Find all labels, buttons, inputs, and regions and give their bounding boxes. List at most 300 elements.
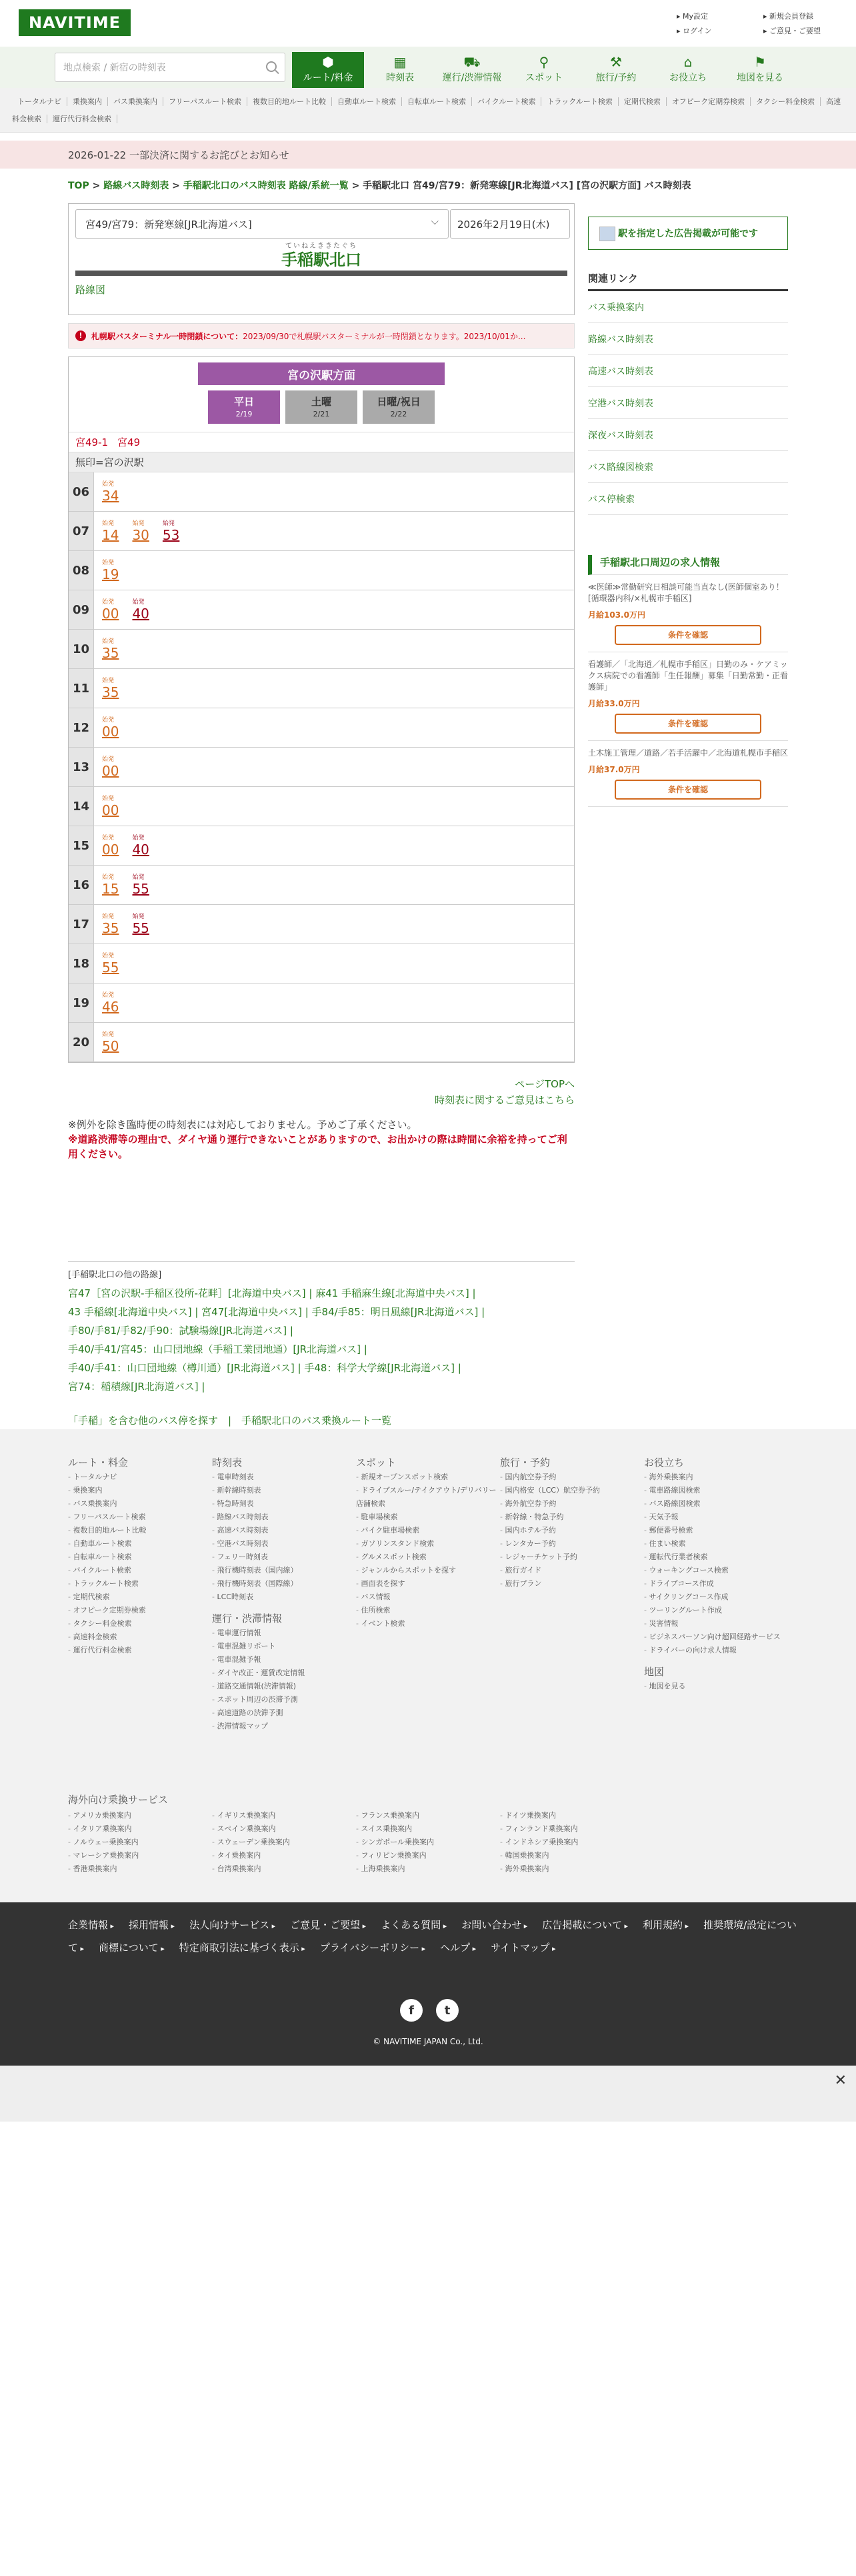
hour-cell: 14: [69, 787, 94, 826]
date-input[interactable]: 2026年2月19日(木): [450, 209, 570, 239]
footer-col-title: 旅行・予約: [500, 1457, 551, 1469]
subnav-item[interactable]: バイクルート検索: [472, 97, 541, 106]
overseas-link[interactable]: - 韓国乗換案内: [500, 1849, 644, 1862]
overseas-link[interactable]: - 台湾乗換案内: [212, 1862, 356, 1876]
hour-cell: 08: [69, 551, 94, 590]
opinion-link[interactable]: 時刻表に関するご意見はこちら: [434, 1094, 575, 1106]
timetable: [68, 356, 575, 1063]
job-title[interactable]: ≪医師≫常勤研究日相談可能当直なし(医師個室あり！[循環器内科/×札幌市手稲区]: [588, 582, 784, 603]
my-settings-link[interactable]: ▸ My設定: [677, 9, 711, 24]
departure-kind: 始発: [102, 520, 115, 527]
departure-minute[interactable]: 35: [102, 644, 119, 661]
departure-kind: 始発: [132, 913, 145, 920]
day-date: 2/19: [235, 410, 253, 418]
subnav-item[interactable]: 乗換案内: [67, 97, 108, 106]
departure-minute[interactable]: 53: [162, 526, 180, 543]
departure[interactable]: [102, 836, 119, 856]
header-links-left: [677, 9, 711, 39]
timetable-row: [69, 905, 574, 944]
footer-link[interactable]: - 旅行プラン: [500, 1577, 644, 1591]
nav-label: 旅行/予約: [595, 73, 637, 83]
minutes-cell: [94, 787, 119, 826]
footer-bottom-link[interactable]: 企業情報 ▸: [68, 1919, 114, 1931]
breadcrumb-station-routes[interactable]: 手稲駅北口のバス時刻表 路線/系統一覧: [183, 181, 349, 191]
search-placeholder: 地点検索 / 新宿の時刻表: [63, 63, 166, 73]
minutes-cell: [94, 1023, 119, 1061]
footer-link[interactable]: - 新幹線時刻表: [212, 1484, 356, 1497]
divider: [75, 271, 567, 276]
breadcrumb: TOP > 路線バス時刻表 > 手稲駅北口のバス時刻表 路線/系統一覧 > 手稲駅北口 宮49/宮79：新発寒線[JR北海道バス] [宮の沢駅方面] バス時刻表: [68, 181, 691, 191]
timetable-rows: [69, 472, 574, 1062]
overseas-link[interactable]: - 上海乗換案内: [356, 1862, 500, 1876]
footer-link[interactable]: - 特急時刻表: [212, 1497, 356, 1511]
day-tab-2[interactable]: 日曜/祝日 2/22: [363, 390, 435, 424]
station-box: [68, 203, 575, 315]
overseas-link[interactable]: - スウェーデン乗換案内: [212, 1836, 356, 1849]
departure[interactable]: [102, 914, 119, 935]
overseas-link[interactable]: - ドイツ乗換案内: [500, 1809, 644, 1822]
breadcrumb-bus-timetable[interactable]: 路線バス時刻表: [103, 181, 169, 191]
departure-minute[interactable]: 35: [102, 920, 119, 936]
departure-minute[interactable]: 35: [102, 684, 119, 700]
departure-kind: 始発: [132, 598, 145, 606]
departure[interactable]: [102, 993, 119, 1013]
subnav-item[interactable]: 運行代行料金検索: [47, 115, 117, 123]
footer-column: [212, 1456, 356, 1733]
header-links-right: [763, 9, 821, 39]
footer-link[interactable]: - 新規オープンスポット検索: [356, 1471, 500, 1484]
other-route-link[interactable]: 手80/手81/手82/手90：試験場線[JR北海道バス] |: [68, 1325, 293, 1337]
nav-label: 運行/渋滞情報: [442, 73, 502, 83]
overseas-link[interactable]: - イギリス乗換案内: [212, 1809, 356, 1822]
footer-link[interactable]: - LCC時刻表: [212, 1591, 356, 1604]
minutes-cell: [94, 472, 119, 511]
job-title[interactable]: 土木施工管理／道路／若手活躍中／北海道札幌市手稲区: [588, 748, 789, 758]
hour-cell: 11: [69, 669, 94, 708]
departure-kind: 始発: [102, 638, 115, 645]
departure[interactable]: [102, 521, 119, 542]
footer-link[interactable]: - トータルナビ: [68, 1471, 212, 1484]
nav-icon: ⚲: [539, 54, 549, 70]
footer-link[interactable]: - 災害情報: [644, 1617, 788, 1630]
minutes-cell: [94, 866, 149, 904]
overseas-link[interactable]: - ノルウェー乗換案内: [68, 1836, 212, 1849]
subnav-item[interactable]: バス乗換案内: [108, 97, 163, 106]
overseas-link[interactable]: - フィンランド乗換案内: [500, 1822, 644, 1836]
other-route-link[interactable]: 43 手稲線[北海道中央バス] | 宮47[北海道中央バス] | 手84/手85：明日風線[JR北海道バス] |: [68, 1306, 485, 1318]
departure-minute[interactable]: 00: [102, 762, 119, 779]
overseas-section: [68, 1792, 788, 1876]
footer-bottom-link[interactable]: プライバシーポリシー ▸: [320, 1942, 425, 1954]
search-input[interactable]: [55, 53, 285, 82]
copyright: © NAVITIME JAPAN Co., Ltd.: [373, 2037, 483, 2046]
footer-link[interactable]: - 国内ホテル予約: [500, 1524, 644, 1537]
footer-link[interactable]: - バイクルート検索: [68, 1564, 212, 1577]
overseas-link[interactable]: - マレーシア乗換案内: [68, 1849, 212, 1862]
footer-link[interactable]: - 国内格安（LCC）航空券予約: [500, 1484, 644, 1497]
footer-link[interactable]: - フリーパスルート検索: [68, 1511, 212, 1524]
footer-bottom-link[interactable]: 商標について ▸: [99, 1942, 165, 1954]
overseas-link[interactable]: - スペイン乗換案内: [212, 1822, 356, 1836]
footer-bottom-link[interactable]: よくある質問 ▸: [381, 1919, 447, 1931]
overseas-link[interactable]: - タイ乗換案内: [212, 1849, 356, 1862]
footer-link[interactable]: - 運行代行料金検索: [68, 1644, 212, 1657]
departure-kind: 始発: [132, 834, 145, 842]
nav-item-3[interactable]: [508, 52, 580, 88]
job-salary: 月給37.0万円: [588, 765, 640, 774]
warning-text: 2023/09/30で札幌駅バスターミナルが一時閉鎖となります。2023/10/01か...: [243, 331, 526, 341]
day-date: 2/22: [390, 410, 407, 418]
footer-link[interactable]: - オフピーク定期券検索: [68, 1604, 212, 1617]
footer-link[interactable]: - 海外乗換案内: [644, 1471, 788, 1484]
footer-link[interactable]: - 電車路線図検索: [644, 1484, 788, 1497]
footer-link[interactable]: - ドライブスルー/テイクアウト/デリバリー店舗検索: [356, 1484, 500, 1511]
station-name: 手稲駅北口: [281, 251, 361, 269]
departure-minute[interactable]: 55: [132, 920, 149, 936]
footer-link[interactable]: - 渋滞情報マップ: [212, 1720, 356, 1733]
job-item: [588, 575, 788, 652]
other-route-link[interactable]: 手40/手41：山口団地線（樽川通）[JR北海道バス] | 手48：科学大学線[JR北海道バス] |: [68, 1362, 461, 1374]
departure[interactable]: [102, 875, 119, 896]
departure[interactable]: [102, 796, 119, 817]
footer-bottom-link[interactable]: 推奨環境/設定について ▸: [68, 1919, 797, 1954]
register-link[interactable]: ▸ 新規会員登録: [763, 9, 821, 24]
footer-link[interactable]: - バイク駐車場検索: [356, 1524, 500, 1537]
footer-link[interactable]: - 電車混雑予報: [212, 1653, 356, 1666]
overseas-link[interactable]: - フランス乗換案内: [356, 1809, 500, 1822]
hour-cell: 15: [69, 826, 94, 865]
departure-minute[interactable]: 40: [132, 841, 149, 858]
day-tabs: [69, 390, 574, 424]
search-icon[interactable]: [266, 61, 277, 72]
departure-kind: 始発: [102, 716, 115, 724]
footer-link[interactable]: - バス乗換案内: [68, 1497, 212, 1511]
departure[interactable]: [102, 954, 119, 974]
notice-banner[interactable]: [0, 141, 856, 169]
departure-minute[interactable]: 30: [132, 526, 149, 543]
job-button[interactable]: 条件を確認: [615, 625, 761, 645]
footer-link[interactable]: - レジャーチケット予約: [500, 1551, 644, 1564]
footer-link[interactable]: - 飛行機時刻表（国内線）: [212, 1564, 356, 1577]
nav-item-0[interactable]: [292, 52, 364, 88]
subnav-item[interactable]: 自転車ルート検索: [402, 97, 472, 106]
job-salary: 月給103.0万円: [588, 610, 645, 620]
footer-link[interactable]: - ガソリンスタンド検索: [356, 1537, 500, 1551]
footer-link[interactable]: - 国内航空券予約: [500, 1471, 644, 1484]
departure[interactable]: [102, 678, 119, 699]
warning-banner[interactable]: [68, 323, 575, 348]
related-link[interactable]: 深夜バス時刻表: [588, 419, 788, 451]
nav-icon: ⚒: [610, 54, 622, 70]
overseas-link[interactable]: - アメリカ乗換案内: [68, 1809, 212, 1822]
feedback-link[interactable]: ▸ ご意見・ご要望: [763, 24, 821, 39]
other-route-link[interactable]: 宮74：稲積線[JR北海道バス] |: [68, 1381, 205, 1393]
overseas-link[interactable]: - インドネシア乗換案内: [500, 1836, 644, 1849]
departure[interactable]: [132, 875, 149, 896]
nav-item-1[interactable]: [364, 52, 436, 88]
subnav-item[interactable]: トータルナビ: [12, 97, 67, 106]
footer-bottom-link[interactable]: 広告掲載について ▸: [542, 1919, 628, 1931]
minutes-cell: [94, 590, 149, 629]
footer-link[interactable]: - 旅行ガイド: [500, 1564, 644, 1577]
main-content: [68, 203, 575, 1427]
footer-bottom-link[interactable]: 利用規約 ▸: [643, 1919, 689, 1931]
footer-link[interactable]: - レンタカー予約: [500, 1537, 644, 1551]
departure-kind: 始発: [102, 480, 115, 488]
departure-minute[interactable]: 00: [102, 841, 119, 858]
other-stops-links[interactable]: 「手稲」を含む他のバス停を探す | 手稲駅北口のバス乗換ルート一覧: [68, 1415, 392, 1427]
minutes-cell: [94, 983, 119, 1022]
departure-minute[interactable]: 00: [102, 723, 119, 740]
footer-link[interactable]: - ビジネスパーソン向け超回経路サービス: [644, 1630, 788, 1644]
job-button[interactable]: 条件を確認: [615, 780, 761, 800]
footer-link[interactable]: - 駐車場検索: [356, 1511, 500, 1524]
departure[interactable]: [163, 521, 179, 542]
footer-link[interactable]: - ウォーキングコース検索: [644, 1564, 788, 1577]
hour-cell: 16: [69, 866, 94, 904]
ad-placement-button[interactable]: 駅を指定した広告掲載が可能です: [588, 217, 788, 250]
breadcrumb-top[interactable]: TOP: [68, 181, 89, 191]
footer-link[interactable]: - 高速料金検索: [68, 1630, 212, 1644]
minutes-cell: [94, 708, 119, 747]
departure-kind: 始発: [102, 874, 115, 881]
footer-col-title: 運行・渋滞情報: [212, 1612, 283, 1624]
timetable-row: [69, 630, 574, 669]
route-select[interactable]: 宮49/宮79：新発寒線[JR北海道バス] ⌵: [75, 209, 449, 239]
subnav-item[interactable]: トラックルート検索: [541, 97, 618, 106]
departure-minute[interactable]: 19: [102, 566, 119, 582]
footer-link[interactable]: - バス路線図検索: [644, 1497, 788, 1511]
footer-link[interactable]: - ドライブコース作成: [644, 1577, 788, 1591]
ad-bar: [0, 2066, 856, 2122]
timetable-row: [69, 983, 574, 1023]
header: [0, 0, 856, 47]
day-tab-1[interactable]: 土曜 2/21: [285, 390, 357, 424]
departure[interactable]: [102, 639, 119, 660]
hour-cell: 10: [69, 630, 94, 668]
nav-item-6[interactable]: [724, 52, 796, 88]
other-routes-label: [手稲駅北口の他の路線]: [68, 1270, 162, 1280]
departure-kind: 始発: [102, 756, 115, 763]
footer-link[interactable]: - 自動車ルート検索: [68, 1537, 212, 1551]
footer-link[interactable]: - 電車時刻表: [212, 1471, 356, 1484]
footer-link[interactable]: - 乗換案内: [68, 1484, 212, 1497]
departure-kind: 始発: [102, 795, 115, 802]
nav-label: ルート/料金: [303, 73, 353, 83]
job-button[interactable]: 条件を確認: [615, 714, 761, 734]
footer-link[interactable]: - 新幹線・特急予約: [500, 1511, 644, 1524]
departure-kind: 始発: [132, 874, 145, 881]
job-item: [588, 741, 788, 807]
timetable-row: [69, 944, 574, 983]
departure-kind: 始発: [132, 520, 145, 527]
nav-item-2[interactable]: [436, 52, 508, 88]
departure-minute[interactable]: 40: [132, 605, 149, 622]
close-icon[interactable]: ✕: [834, 2072, 847, 2089]
related-link[interactable]: 高速バス時刻表: [588, 355, 788, 387]
day-date: 2/21: [313, 410, 330, 418]
footer-bottom-link[interactable]: 採用情報 ▸: [129, 1919, 175, 1931]
overseas-link[interactable]: - イタリア乗換案内: [68, 1822, 212, 1836]
departure[interactable]: [132, 914, 149, 935]
timetable-row: [69, 748, 574, 787]
footer-link[interactable]: - 定期代検索: [68, 1591, 212, 1604]
footer-column: [356, 1456, 500, 1733]
footer-link[interactable]: - サイクリングコース作成: [644, 1591, 788, 1604]
route-legend: 宮49-1 宮49: [69, 432, 574, 452]
footer-link[interactable]: - 高速バス時刻表: [212, 1524, 356, 1537]
nav-icon: ⚑: [754, 54, 766, 70]
footer-bottom-link[interactable]: ヘルプ ▸: [440, 1942, 476, 1954]
hour-cell: 17: [69, 905, 94, 944]
overseas-link[interactable]: - スイス乗換案内: [356, 1822, 500, 1836]
day-tab-0[interactable]: 平日 2/19: [208, 390, 280, 424]
station-ruby: ていねえききたぐち: [285, 243, 357, 250]
departure-minute[interactable]: 46: [102, 998, 119, 1015]
footer-link[interactable]: - ジャンルからスポットを探す: [356, 1564, 500, 1577]
subnav-item[interactable]: 高速料金検索: [12, 97, 841, 123]
nav-items: [292, 52, 796, 88]
footer-bottom-link[interactable]: 法人向けサービス ▸: [189, 1919, 275, 1931]
footer-link[interactable]: - 地図を見る: [644, 1680, 788, 1693]
footer-link[interactable]: - 郵便番号検索: [644, 1524, 788, 1537]
footer-bottom-link[interactable]: サイトマップ ▸: [491, 1942, 555, 1954]
subnav-item[interactable]: 定期代検索: [619, 97, 667, 106]
footer-link[interactable]: - 電車混雑リポート: [212, 1640, 356, 1653]
timetable-row: [69, 669, 574, 708]
footer-link[interactable]: - イベント検索: [356, 1617, 500, 1630]
nav-icon: ▦: [393, 54, 407, 70]
footer-link[interactable]: - トラックルート検索: [68, 1577, 212, 1591]
subnav-item[interactable]: フリーパスルート検索: [163, 97, 247, 106]
footer-link[interactable]: - 道路交通情報(渋滞情報): [212, 1680, 356, 1693]
departure-minute[interactable]: 50: [102, 1037, 119, 1054]
related-link[interactable]: バス乗換案内: [588, 291, 788, 323]
global-nav: [0, 47, 856, 88]
departure[interactable]: [102, 482, 119, 502]
footer-link[interactable]: - 画面表を探す: [356, 1577, 500, 1591]
subnav-item[interactable]: タクシー料金検索: [751, 97, 821, 106]
job-title[interactable]: 看護師／「北海道／札幌市手稲区」日勤のみ・ケアミックス病院での看護師「生任報酬」募集「日勤常勤・正看護師」: [588, 660, 788, 692]
overseas-title: 海外向け乗換サービス: [68, 1794, 169, 1806]
footer-link[interactable]: - 運転代行業者検索: [644, 1551, 788, 1564]
nav-item-4[interactable]: [580, 52, 652, 88]
hour-cell: 09: [69, 590, 94, 629]
footer-link[interactable]: - ツーリングルート作成: [644, 1604, 788, 1617]
other-route-link[interactable]: 宮47［宮の沢駅-手稲区役所-花畔］[北海道中央バス] | 麻41 手稲麻生線[北海道中央バス] |: [68, 1287, 476, 1299]
minutes-cell: [94, 669, 119, 708]
footer-link[interactable]: - 高速道路の渋滞予測: [212, 1706, 356, 1720]
footer-link[interactable]: - 住まい検索: [644, 1537, 788, 1551]
footer-link[interactable]: - 複数目的地ルート比較: [68, 1524, 212, 1537]
overseas-link[interactable]: - 海外乗換案内: [500, 1862, 644, 1876]
departure[interactable]: [132, 836, 149, 856]
departure[interactable]: [102, 600, 119, 620]
overseas-link[interactable]: - 香港乗換案内: [68, 1862, 212, 1876]
footer-column: [68, 1456, 212, 1733]
footer-column: [500, 1456, 644, 1733]
navitime-logo[interactable]: NAVITIME: [19, 9, 131, 36]
departure-kind: 始発: [102, 598, 115, 606]
footer-link[interactable]: - 住所検索: [356, 1604, 500, 1617]
departure-minute[interactable]: 55: [132, 880, 149, 897]
footer-link[interactable]: - ドライバーの向け求人情報: [644, 1644, 788, 1657]
footer-bottom-link[interactable]: ご意見・ご要望 ▸: [290, 1919, 366, 1931]
departure[interactable]: [102, 718, 119, 738]
departure-kind: 始発: [102, 952, 115, 960]
footer-bottom-link[interactable]: お問い合わせ ▸: [461, 1919, 527, 1931]
subnav-item[interactable]: 自動車ルート検索: [332, 97, 402, 106]
related-link[interactable]: バス路線図検索: [588, 451, 788, 483]
timetable-row: [69, 826, 574, 866]
minutes-cell: [94, 748, 119, 786]
other-route-link[interactable]: 手40/手41/宮45：山口団地線（手稲工業団地通）[JR北海道バス] |: [68, 1343, 367, 1355]
facebook-icon[interactable]: f: [400, 1999, 423, 2022]
nav-icon: ⛟: [463, 54, 481, 70]
footer-bottom-link[interactable]: 特定商取引法に基づく表示 ▸: [179, 1942, 305, 1954]
subnav-item[interactable]: オフピーク定期券検索: [667, 97, 751, 106]
overseas-link[interactable]: - フィリピン乗換案内: [356, 1849, 500, 1862]
hour-cell: 13: [69, 748, 94, 786]
footer-link[interactable]: - 路線バス時刻表: [212, 1511, 356, 1524]
departure-minute[interactable]: 55: [102, 959, 119, 975]
destination-note: 無印=宮の沢駅: [69, 452, 574, 472]
departure[interactable]: [132, 521, 149, 542]
related-link[interactable]: バス停検索: [588, 483, 788, 515]
departure[interactable]: [132, 600, 149, 620]
note-temporary: ※例外を除き臨時便の時刻表には対応しておりません。予めご了承ください。: [68, 1119, 417, 1131]
minutes-cell: [94, 944, 119, 983]
login-link[interactable]: ▸ ログイン: [677, 24, 711, 39]
footer-link[interactable]: - バス情報: [356, 1591, 500, 1604]
departure[interactable]: [102, 1032, 119, 1053]
overseas-link[interactable]: - シンガポール乗換案内: [356, 1836, 500, 1849]
footer-link[interactable]: - 自転車ルート検索: [68, 1551, 212, 1564]
social-links: [400, 1999, 459, 2022]
footer-link[interactable]: - 飛行機時刻表（国際線）: [212, 1577, 356, 1591]
departure-kind: 始発: [102, 677, 115, 684]
other-routes: [68, 1261, 575, 1427]
notice-text[interactable]: 2026-01-22 一部決済に関するお詫びとお知らせ: [68, 149, 289, 161]
footer-link[interactable]: - タクシー料金検索: [68, 1617, 212, 1630]
departure-minute[interactable]: 14: [102, 526, 119, 543]
subnav-item[interactable]: 複数目的地ルート比較: [247, 97, 332, 106]
departure-minute[interactable]: 00: [102, 605, 119, 622]
departure-kind: 始発: [102, 913, 115, 920]
footer-link[interactable]: - ダイヤ改正・運賃改定情報: [212, 1666, 356, 1680]
footer-link[interactable]: - 海外航空券予約: [500, 1497, 644, 1511]
nav-item-5[interactable]: [652, 52, 724, 88]
timetable-row: [69, 787, 574, 826]
footer-link[interactable]: - 空港バス時刻表: [212, 1537, 356, 1551]
pagetop-link[interactable]: ページTOPへ: [515, 1078, 575, 1090]
related-link[interactable]: 路線バス時刻表: [588, 323, 788, 355]
departure[interactable]: [102, 757, 119, 778]
footer-link[interactable]: - グルメスポット検索: [356, 1551, 500, 1564]
departure-minute[interactable]: 15: [102, 880, 119, 897]
departure[interactable]: [102, 560, 119, 581]
footer-link[interactable]: - 天気予報: [644, 1511, 788, 1524]
related-link[interactable]: 空港バス時刻表: [588, 387, 788, 419]
alert-icon: !: [75, 330, 86, 341]
departure-minute[interactable]: 34: [102, 487, 119, 504]
footer-link[interactable]: - フェリー時刻表: [212, 1551, 356, 1564]
footer-link[interactable]: - 電車運行情報: [212, 1626, 356, 1640]
footer-link[interactable]: - スポット周辺の渋滞予測: [212, 1693, 356, 1706]
route-map-link[interactable]: 路線図: [75, 284, 106, 296]
departure-minute[interactable]: 00: [102, 802, 119, 818]
twitter-icon[interactable]: t: [436, 1999, 459, 2022]
